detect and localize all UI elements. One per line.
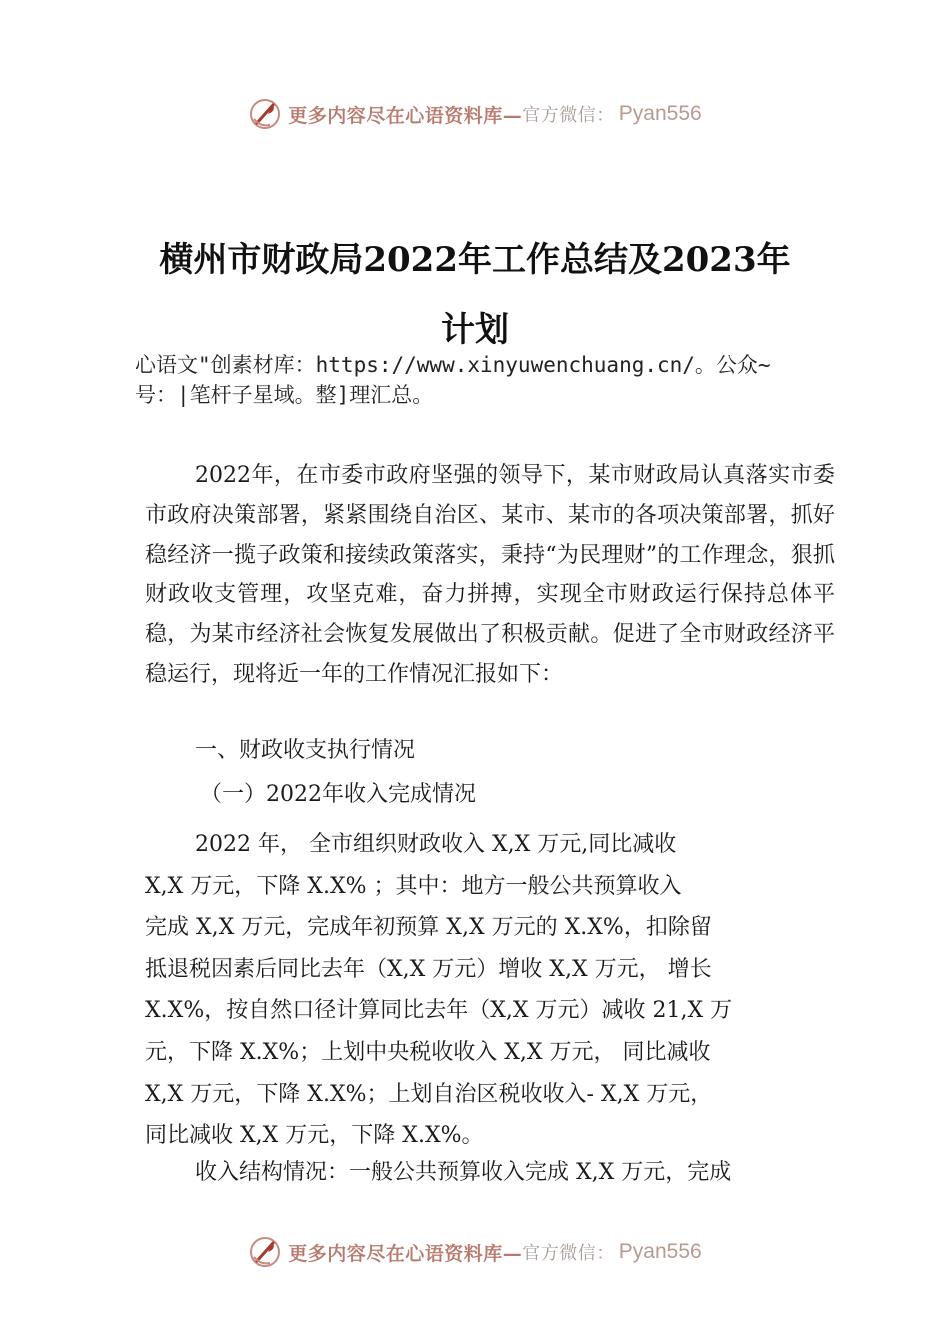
quill-pen-logo-icon	[248, 1235, 282, 1269]
source-note-line2: 号：|笔杆子星域。整]理汇总。	[135, 383, 434, 407]
revenue-line: X.X%，按自然口径计算同比去年（X,X 万元）减收 21,X 万	[145, 998, 733, 1024]
banner-wechat-id: Pyan556	[618, 102, 702, 125]
banner-wechat-label: 官方微信：	[522, 105, 615, 126]
quill-pen-logo-icon	[248, 97, 282, 131]
section-heading: 一、财政收支执行情况	[195, 738, 416, 763]
document-title-line1: 横州市财政局2022年工作总结及2023年	[159, 240, 791, 280]
revenue-paragraph	[145, 824, 835, 1157]
footer-watermark-banner	[0, 1232, 950, 1272]
banner-text: 更多内容尽在心语资料库—	[288, 1242, 523, 1265]
source-note-line1: 心语文"创素材库：https://www.xinyuwenchuang.cn/。公众~	[135, 353, 771, 377]
header-watermark-banner	[0, 94, 950, 134]
source-note	[135, 350, 835, 410]
revenue-line: 2022 年， 全市组织财政收入 X,X 万元,同比减收	[195, 832, 677, 857]
revenue-line: 完成 X,X 万元，完成年初预算 X,X 万元的 X.X%，扣除留	[145, 915, 712, 941]
revenue-line: 元，下降 X.X%；上划中央税收收入 X,X 万元， 同比减收	[145, 1039, 711, 1065]
subsection-heading: （一）2022年收入完成情况	[200, 782, 476, 807]
banner-wechat-label: 官方微信：	[522, 1243, 615, 1264]
revenue-line: X,X 万元，下降 X.X%；上划自治区税收收入- X,X 万元，	[145, 1081, 713, 1107]
document-title-line2: 计划	[441, 310, 509, 350]
banner-text: 更多内容尽在心语资料库—	[288, 104, 523, 127]
revenue-line: X,X 万元，下降 X.X% ；其中：地方一般公共预算收入	[145, 873, 682, 899]
revenue-line: 同比减收 X,X 万元，下降 X.X%。	[145, 1123, 484, 1149]
structure-paragraph: 收入结构情况：一般公共预算收入完成 X,X 万元，完成	[195, 1160, 732, 1185]
revenue-line: 抵退税因素后同比去年（X,X 万元）增收 X,X 万元， 增长	[145, 956, 712, 982]
banner-wechat-id: Pyan556	[618, 1240, 702, 1263]
intro-paragraph: 2022年，在市委市政府坚强的领导下，某市财政局认真落实市委市政府决策部署，紧紧围绕自治区、某市、某市的各项决策部署，抓好稳经济一揽子政策和接续政策落实，秉持“为民理财”的工作理念，狠抓财政收支管理，攻坚克难，奋力拼搏，实现全市财政运行保持总体平稳，为某市经济社会恢复发展做出了积极贡献。促进了全市财政经济平稳运行，现将近一年的工作情况汇报如下：	[145, 463, 835, 687]
